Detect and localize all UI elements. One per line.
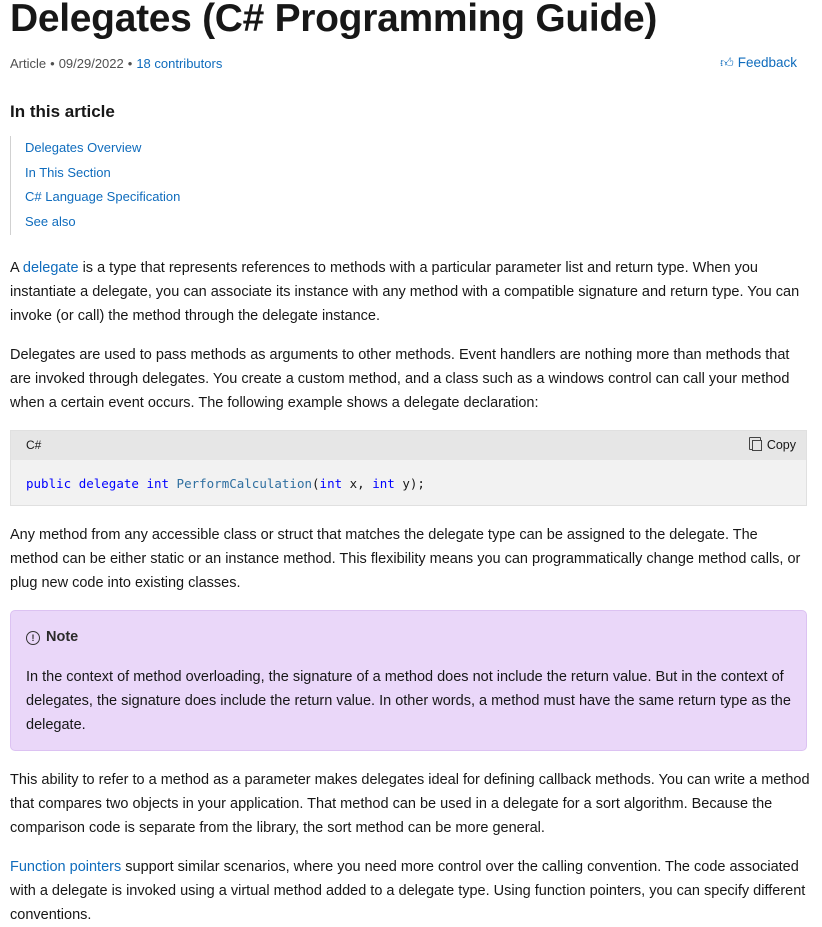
feedback-label: Feedback [737,55,797,70]
note-callout [10,610,807,751]
paragraph-4: This ability to refer to a method as a parameter makes delegates ideal for defining callback methods. You can write a method that compares two objects in your application. That method can be used in a delegate for a sort algorithm. Because the comparison code is separate from the library, the sort method can be more general. [10,772,810,836]
code-punct: ( [312,476,320,491]
meta-separator: • [50,56,55,71]
paragraph-text: is a type that represents references to methods with a particular parameter list and return type. When you instantiate a delegate, you can associate its instance with any method with a compatible signature and return type. You can invoke (or call) the method through the delegate instance. [10,260,800,324]
code-keyword: int [146,476,170,491]
feedback-button[interactable] [720,55,797,71]
page-title: Delegates (C# Programming Guide) [10,0,658,40]
code-block-header [11,431,806,460]
paragraph-text: support similar scenarios, where you need more control over the calling convention. The code associated with a delegate is invoked using a virtual method added to a delegate type. Using function pointers, you can specify different conventions. [10,859,806,923]
contributors-link[interactable]: 18 contributors [136,56,223,71]
code-function-name: PerformCalculation [176,476,313,491]
note-label: Note [46,629,79,645]
paragraph-3: Any method from any accessible class or struct that matches the delegate type can be assigned to the delegate. The method can be either static or an instance method. This flexibility means you can programmatically change method calls, or plug new code into existing classes. [10,527,801,591]
note-heading [26,629,78,645]
toc-link-in-this-section[interactable]: In This Section [25,164,111,180]
paragraph-text: A [10,260,23,276]
thumbs-up-icon: 👍︎ [720,55,734,70]
code-text: y); [394,476,425,491]
toc-item [25,185,325,210]
info-icon: ! [26,631,40,645]
toc-item [25,161,325,186]
article-meta [10,56,222,71]
code-language-label: C# [26,438,42,452]
delegate-link[interactable]: delegate [22,260,79,276]
code-keyword: int [319,476,343,491]
code-block [10,430,807,506]
paragraph-5 [10,855,810,927]
code-keyword: public [26,476,72,491]
copy-code-button[interactable] [749,437,796,452]
paragraph-2: Delegates are used to pass methods as arguments to other methods. Event handlers are nothing more than methods that are invoked through delegates. You create a custom method, and a class such as a windows control can call your method when a certain event occurs. The following example shows a delegate declaration: [10,347,790,411]
code-content [11,460,806,507]
meta-separator: • [127,56,133,71]
toc-heading: In this article [10,102,115,121]
article-date: 09/29/2022 [58,56,124,71]
function-pointers-link[interactable]: Function pointers [10,859,122,875]
toc-item [25,136,325,161]
copy-icon [749,437,761,450]
table-of-contents [10,136,325,235]
toc-link-delegates-overview[interactable]: Delegates Overview [25,140,142,155]
code-keyword: int [372,476,395,491]
note-text: In the context of method overloading, the signature of a method does not include the return value. But in the context of delegates, the signature does include the return value. In other words, a method must have the same return type as the delegate. [26,669,791,733]
toc-link-see-also[interactable]: See also [25,214,76,230]
article-type: Article [10,56,47,71]
code-text: x, [342,476,373,491]
toc-link-language-specification[interactable]: C# Language Specification [25,189,181,205]
code-keyword: delegate [78,476,139,491]
toc-item [25,210,325,235]
copy-label: Copy [766,438,796,452]
paragraph-1 [10,256,810,328]
